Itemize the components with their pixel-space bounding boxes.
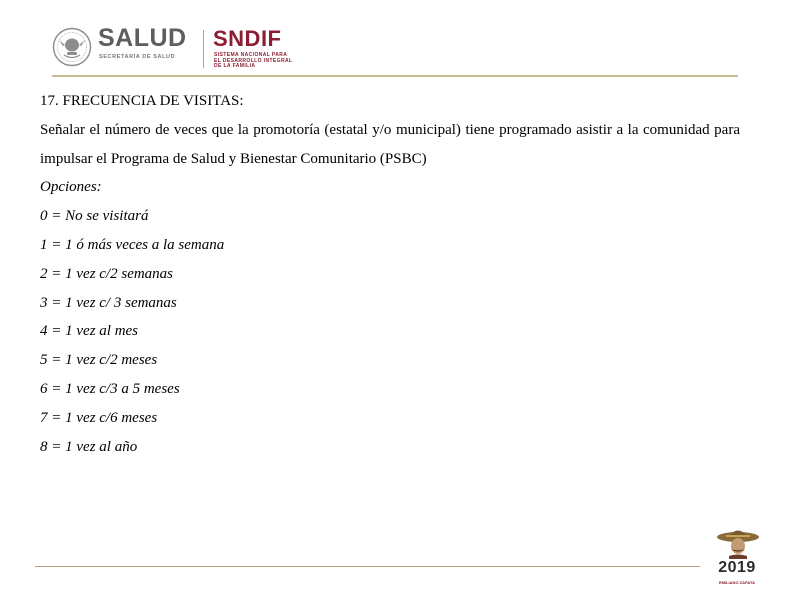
sndif-logo-name: SNDIF (213, 26, 282, 51)
sndif-subtitle-line: SISTEMA NACIONAL PARA (214, 52, 288, 58)
header (0, 0, 792, 80)
option-item: 8 = 1 vez al año (40, 438, 138, 455)
salud-logo-name: SALUD (98, 24, 187, 52)
year-caption: EMILIANO ZAPATA (719, 580, 755, 585)
option-item: 0 = No se visitará (40, 208, 149, 225)
sndif-subtitle-line: DE LA FAMILIA (214, 63, 256, 70)
footer-rule (35, 566, 700, 567)
sndif-subtitle-line: EL DESARROLLO INTEGRAL (214, 57, 293, 64)
salud-logo-subtitle: SECRETARÍA DE SALUD (99, 54, 176, 60)
option-item: 1 = 1 ó más veces a la semana (40, 236, 225, 253)
option-item: 3 = 1 vez c/ 3 semanas (40, 294, 177, 311)
header-rule (52, 75, 738, 77)
option-item: 6 = 1 vez c/3 a 5 meses (40, 380, 180, 397)
year-label: 2019 (718, 559, 756, 576)
sndif-logo-subtitle (214, 53, 292, 70)
slide-content (40, 87, 740, 461)
section-description: Señalar el número de veces que la promotoría (estatal y/o municipal) tiene programado asistir a la comunidad para impulsar el Programa de Salud y Bienestar Comunitario (PSBC) (40, 121, 740, 167)
coat-of-arms-seal-icon (52, 27, 92, 67)
option-item: 2 = 1 vez c/2 semanas (40, 265, 174, 282)
logo-divider (203, 30, 204, 68)
options-heading: Opciones: (40, 179, 102, 196)
option-item: 7 = 1 vez c/6 meses (40, 409, 158, 426)
option-item: 4 = 1 vez al mes (40, 323, 139, 340)
section-title: 17. FRECUENCIA DE VISITAS: (40, 93, 244, 109)
option-item: 5 = 1 vez c/2 meses (40, 352, 158, 369)
